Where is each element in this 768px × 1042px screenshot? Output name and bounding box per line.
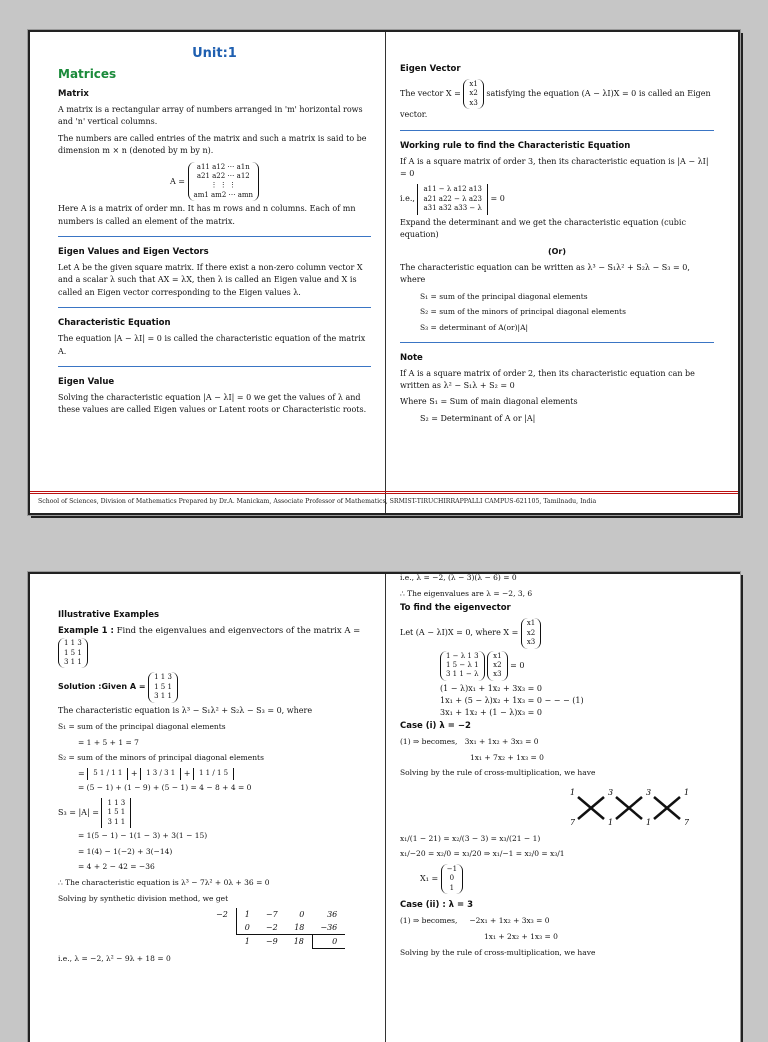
cross-num: 7 bbox=[684, 817, 690, 827]
matrix-row: am1 am2 ⋯ amn bbox=[193, 190, 254, 199]
s2-def: S₂ = sum of the minors of principal diagonal elements bbox=[58, 753, 264, 763]
s1-def: S₁ = sum of the principal diagonal elements bbox=[58, 722, 226, 732]
page2-left-column bbox=[30, 574, 386, 1042]
becomes-label: (1) ⇒ becomes, bbox=[400, 736, 458, 746]
det-row: 3 1 1 bbox=[107, 817, 126, 826]
s3-line3: = 4 + 2 − 42 = −36 bbox=[78, 862, 155, 872]
syn-cell: 1 bbox=[236, 908, 258, 921]
cross-num: 1 bbox=[608, 817, 614, 827]
let-text: Let (A − λI)X = 0, where X = bbox=[400, 628, 519, 638]
matrix-row: 3 1 1 bbox=[154, 692, 172, 701]
solution-given bbox=[58, 672, 371, 702]
example-1 bbox=[58, 625, 371, 668]
expand-text: Expand the determinant and we get the characteristic equation (cubic equation) bbox=[400, 217, 686, 240]
matrix-entries-text: The numbers are called entries of the matrix and such a matrix is said to be dimension m × n (denoted by m by n). bbox=[58, 133, 367, 156]
ratio-line-2: x₁/−20 = x₂/0 = x₃/20 ⇒ x₁/−1 = x₂/0 = x₃/1 bbox=[400, 849, 565, 859]
cross-num: 1 bbox=[646, 817, 652, 827]
synthetic-text: Solving by synthetic division method, we get bbox=[58, 893, 229, 903]
let-line bbox=[400, 618, 714, 648]
x-vector bbox=[521, 618, 541, 648]
syn-cell: −36 bbox=[320, 923, 338, 933]
syn-cell: 0 bbox=[236, 921, 258, 935]
example-text: Find the eigenvalues and eigenvectors of the matrix A = bbox=[116, 626, 361, 636]
s3-determinant bbox=[101, 798, 131, 828]
system-matrix-eq bbox=[400, 651, 714, 681]
illustrative-heading: Illustrative Examples bbox=[58, 610, 160, 620]
x-vector bbox=[487, 651, 507, 681]
determinant-eq bbox=[400, 184, 714, 214]
divider bbox=[400, 130, 714, 131]
det-row: 1 5 1 bbox=[107, 808, 126, 817]
s1-def: S₁ = sum of the principal diagonal elements bbox=[420, 291, 588, 301]
section-title: Matrices bbox=[58, 67, 117, 81]
equation: 3x₁ + 1x₂ + (1 − λ)x₃ = 0 bbox=[440, 707, 542, 717]
page1-right-column bbox=[386, 32, 740, 513]
synthetic-division-table bbox=[208, 908, 345, 949]
syn-cell: 18 bbox=[286, 935, 313, 949]
s3-label: S₃ = |A| = bbox=[58, 807, 99, 817]
equation: 3x₁ + 1x₂ + 3x₃ = 0 bbox=[464, 736, 539, 746]
vector-entry: x3 bbox=[469, 98, 478, 107]
case-2-heading: Case (ii) : λ = 3 bbox=[400, 900, 474, 911]
matrix-order-text: Here A is a matrix of order mn. It has m rows and n columns. Each of mn numbers is called an element of the matrix. bbox=[58, 204, 356, 226]
case-2-eq2: 1x₁ + 2x₂ + 1x₃ = 0 bbox=[484, 931, 558, 941]
divider bbox=[400, 342, 714, 343]
det-row: a11 − λ a12 a13 bbox=[423, 185, 482, 194]
cross-num: 1 bbox=[684, 787, 690, 797]
eigen-value-heading: Eigen Value bbox=[58, 377, 115, 388]
det-row: a31 a32 a33 − λ bbox=[423, 204, 482, 213]
syn-cell: 0 bbox=[312, 935, 345, 949]
quadratic-line: i.e., λ = −2, λ² − 9λ + 18 = 0 bbox=[58, 954, 171, 964]
divider bbox=[58, 307, 371, 308]
cross-num: 1 bbox=[570, 787, 576, 797]
cross-multiplication-diagram bbox=[570, 785, 710, 827]
equation: (1 − λ)x₁ + 1x₂ + 3x₃ = 0 bbox=[440, 683, 542, 693]
note-s2: S₂ = Determinant of A or |A| bbox=[420, 413, 536, 423]
matrix-row: 3 1 1 bbox=[64, 658, 82, 667]
eigvec-post: satisfying the equation (A − λI)X = 0 is called an Eigen vector. bbox=[400, 89, 711, 120]
example-label: Example 1 : bbox=[58, 626, 114, 636]
vector-entry: x3 bbox=[526, 638, 536, 647]
det-rhs: = 0 bbox=[490, 194, 505, 204]
cross-num: 3 bbox=[646, 787, 652, 797]
syn-cell: 36 bbox=[327, 910, 338, 920]
matrix-body bbox=[188, 162, 260, 202]
page-footer: School of Sciences, Division of Mathematics Prepared by Dr.A. Manickam, Associate Professor of Mathematics, SRMIST-TIRUCHIRRAPPALLI CAMPUS-621105, Tamilnadu, India bbox=[30, 491, 738, 513]
divider bbox=[58, 366, 371, 367]
or-label: (Or) bbox=[547, 246, 567, 256]
note-text: If A is a square matrix of order 2, then its characteristic equation can be written as λ² − S₁λ + S₂ = 0 bbox=[400, 368, 695, 391]
s2-def: S₂ = sum of the minors of principal diagonal elements bbox=[420, 307, 626, 317]
eigen-vector-heading: Eigen Vector bbox=[400, 64, 461, 74]
char-eq-heading: Characteristic Equation bbox=[58, 318, 171, 329]
syn-cell: −7 bbox=[265, 910, 278, 920]
eigvec-pre: The vector X = bbox=[400, 89, 461, 99]
char-final: ∴ The characteristic equation is λ³ − 7λ² + 0λ + 36 = 0 bbox=[58, 877, 270, 887]
minor: 1 1 / 1 5 bbox=[193, 768, 234, 779]
page-1 bbox=[28, 30, 740, 515]
equation-tag: − − − (1) bbox=[544, 695, 584, 705]
char-eq-form: The characteristic equation can be written as λ³ − S₁λ² + S₂λ − S₃ = 0, where bbox=[400, 262, 690, 285]
s3-det bbox=[58, 798, 371, 828]
find-eigenvector-heading: To find the eigenvector bbox=[400, 603, 511, 614]
system-matrix bbox=[440, 651, 485, 681]
s3-line1: = 1(5 − 1) − 1(1 − 3) + 3(1 − 15) bbox=[78, 831, 208, 840]
matrix-row: 1 5 1 bbox=[64, 648, 82, 657]
page-2 bbox=[28, 572, 740, 1042]
matrix-lhs: A = bbox=[169, 176, 185, 186]
equation: −2x₁ + 1x₂ + 3x₃ = 0 bbox=[469, 916, 550, 926]
matrix-row: 3 1 1 − λ bbox=[446, 670, 479, 679]
det-row: 1 1 3 bbox=[107, 798, 126, 807]
page1-left-column bbox=[30, 32, 386, 513]
equation-block bbox=[440, 683, 542, 719]
matrix-row: 1 − λ 1 3 bbox=[446, 651, 479, 660]
page2-right-column bbox=[386, 574, 740, 1042]
cross-mult-text-2: Solving by the rule of cross-multiplication, we have bbox=[400, 947, 596, 957]
note-s1: Where S₁ = Sum of main diagonal elements bbox=[400, 397, 578, 407]
matrix-row: a11 a12 ⋯ a1n bbox=[196, 162, 250, 171]
char-eq-line: The characteristic equation is λ³ − S₁λ² + S₂λ − S₃ = 0, where bbox=[58, 705, 313, 715]
matrix-row: a21 a22 ⋯ a12 bbox=[196, 172, 250, 180]
general-matrix bbox=[58, 162, 371, 202]
syn-cell: −9 bbox=[258, 935, 286, 949]
equation: 1x₁ + (5 − λ)x₂ + 1x₃ = 0 bbox=[440, 695, 542, 705]
s1-val: = 1 + 5 + 1 = 7 bbox=[78, 737, 139, 747]
case-1-eq2: 1x₁ + 7x₂ + 1x₃ = 0 bbox=[470, 752, 544, 762]
case-1-heading: Case (i) λ = −2 bbox=[400, 720, 471, 731]
vector-entry: 1 bbox=[449, 883, 455, 892]
matrix-row: 1 5 1 bbox=[154, 682, 172, 691]
syn-cell: 18 bbox=[294, 923, 305, 933]
eigenvector-x1 bbox=[400, 864, 714, 894]
minor: 1 3 / 3 1 bbox=[140, 768, 181, 779]
eigen-value-definition: Solving the characteristic equation |A − λI| = 0 we get the values of λ and these values are called Eigen values or Latent roots or Characteristic roots. bbox=[58, 393, 367, 415]
vector-entry: x1 bbox=[493, 651, 502, 660]
case-1-eq1 bbox=[400, 736, 714, 748]
minor: 5 1 / 1 1 bbox=[87, 768, 128, 779]
example-matrix bbox=[58, 638, 88, 668]
becomes-label: (1) ⇒ becomes, bbox=[400, 916, 458, 926]
case-2-eq1 bbox=[400, 915, 714, 927]
solution-label: Solution :Given A = bbox=[58, 682, 146, 692]
system-equations bbox=[400, 683, 714, 719]
ratio-line-1: x₁/(1 − 21) = x₂/(3 − 3) = x₃/(21 − 1) bbox=[400, 833, 541, 843]
syn-cell: −2 bbox=[265, 923, 278, 933]
s3-line2: = 1(4) − 1(−2) + 3(−14) bbox=[78, 846, 173, 856]
note-heading: Note bbox=[400, 352, 423, 363]
det-row: a21 a22 − λ a23 bbox=[423, 194, 482, 203]
syn-cell: −2 bbox=[216, 910, 228, 920]
vector-entry: x2 bbox=[526, 628, 536, 637]
vector-entry: x2 bbox=[469, 89, 478, 98]
cross-num: 3 bbox=[608, 787, 614, 797]
syn-cell: 0 bbox=[299, 910, 305, 920]
x1-label: X₁ = bbox=[420, 874, 439, 884]
s2-calc: = (5 − 1) + (1 − 9) + (5 − 1) = 4 − 8 + 4 = 0 bbox=[78, 783, 252, 793]
char-eq-definition: The equation |A − λI| = 0 is called the characteristic equation of the matrix A. bbox=[58, 334, 366, 356]
ie-label: i.e., bbox=[400, 194, 415, 204]
vector-entry: x3 bbox=[493, 670, 502, 679]
working-rule-heading: Working rule to find the Characteristic Equation bbox=[400, 140, 631, 151]
column-vector bbox=[463, 79, 483, 109]
eigen-vector-definition bbox=[400, 79, 714, 122]
divider bbox=[58, 236, 371, 237]
x1-vector bbox=[441, 864, 463, 894]
unit-title: Unit:1 bbox=[192, 46, 237, 61]
cross-num: 7 bbox=[570, 817, 576, 827]
matrix-row: 1 1 3 bbox=[64, 639, 82, 648]
vector-entry: 0 bbox=[449, 874, 455, 883]
eigen-heading: Eigen Values and Eigen Vectors bbox=[58, 247, 209, 258]
roots-line: i.e., λ = −2, (λ − 3)(λ − 6) = 0 bbox=[400, 573, 517, 582]
vector-entry: x2 bbox=[493, 661, 502, 669]
matrix-row: ⋮ ⋮ ⋮ bbox=[210, 181, 236, 190]
system-rhs: = 0 bbox=[510, 660, 525, 670]
working-rule-text: If A is a square matrix of order 3, then its characteristic equation is |A − λI| = 0 bbox=[400, 156, 709, 179]
matrix-row: 1 5 − λ 1 bbox=[446, 661, 479, 669]
eigenvalues-line: ∴ The eigenvalues are λ = −2, 3, 6 bbox=[400, 588, 533, 598]
s3-def: S₃ = determinant of A(or)|A| bbox=[420, 323, 529, 332]
determinant bbox=[417, 184, 487, 214]
eigen-definition: Let A be the given square matrix. If there exist a non-zero column vector X and a scalar λ such that AX = λX, then λ is called an Eigen value and X is called an Eigen vector corresponding to the Eigen values λ. bbox=[58, 263, 363, 297]
given-matrix bbox=[148, 672, 178, 702]
s2-minors: = 5 1 / 1 1 + 1 3 / 3 1 + 1 1 / 1 5 bbox=[58, 768, 371, 780]
syn-cell: 1 bbox=[236, 935, 258, 949]
vector-entry: −1 bbox=[446, 865, 458, 873]
matrix-row: 1 1 3 bbox=[154, 673, 172, 682]
vector-entry: x1 bbox=[526, 619, 536, 628]
cross-mult-text: Solving by the rule of cross-multiplication, we have bbox=[400, 768, 596, 778]
vector-entry: x1 bbox=[469, 80, 478, 88]
matrix-definition: A matrix is a rectangular array of numbers arranged in 'm' horizontal rows and 'n' vertical columns. bbox=[58, 105, 363, 127]
matrix-heading: Matrix bbox=[58, 89, 89, 99]
